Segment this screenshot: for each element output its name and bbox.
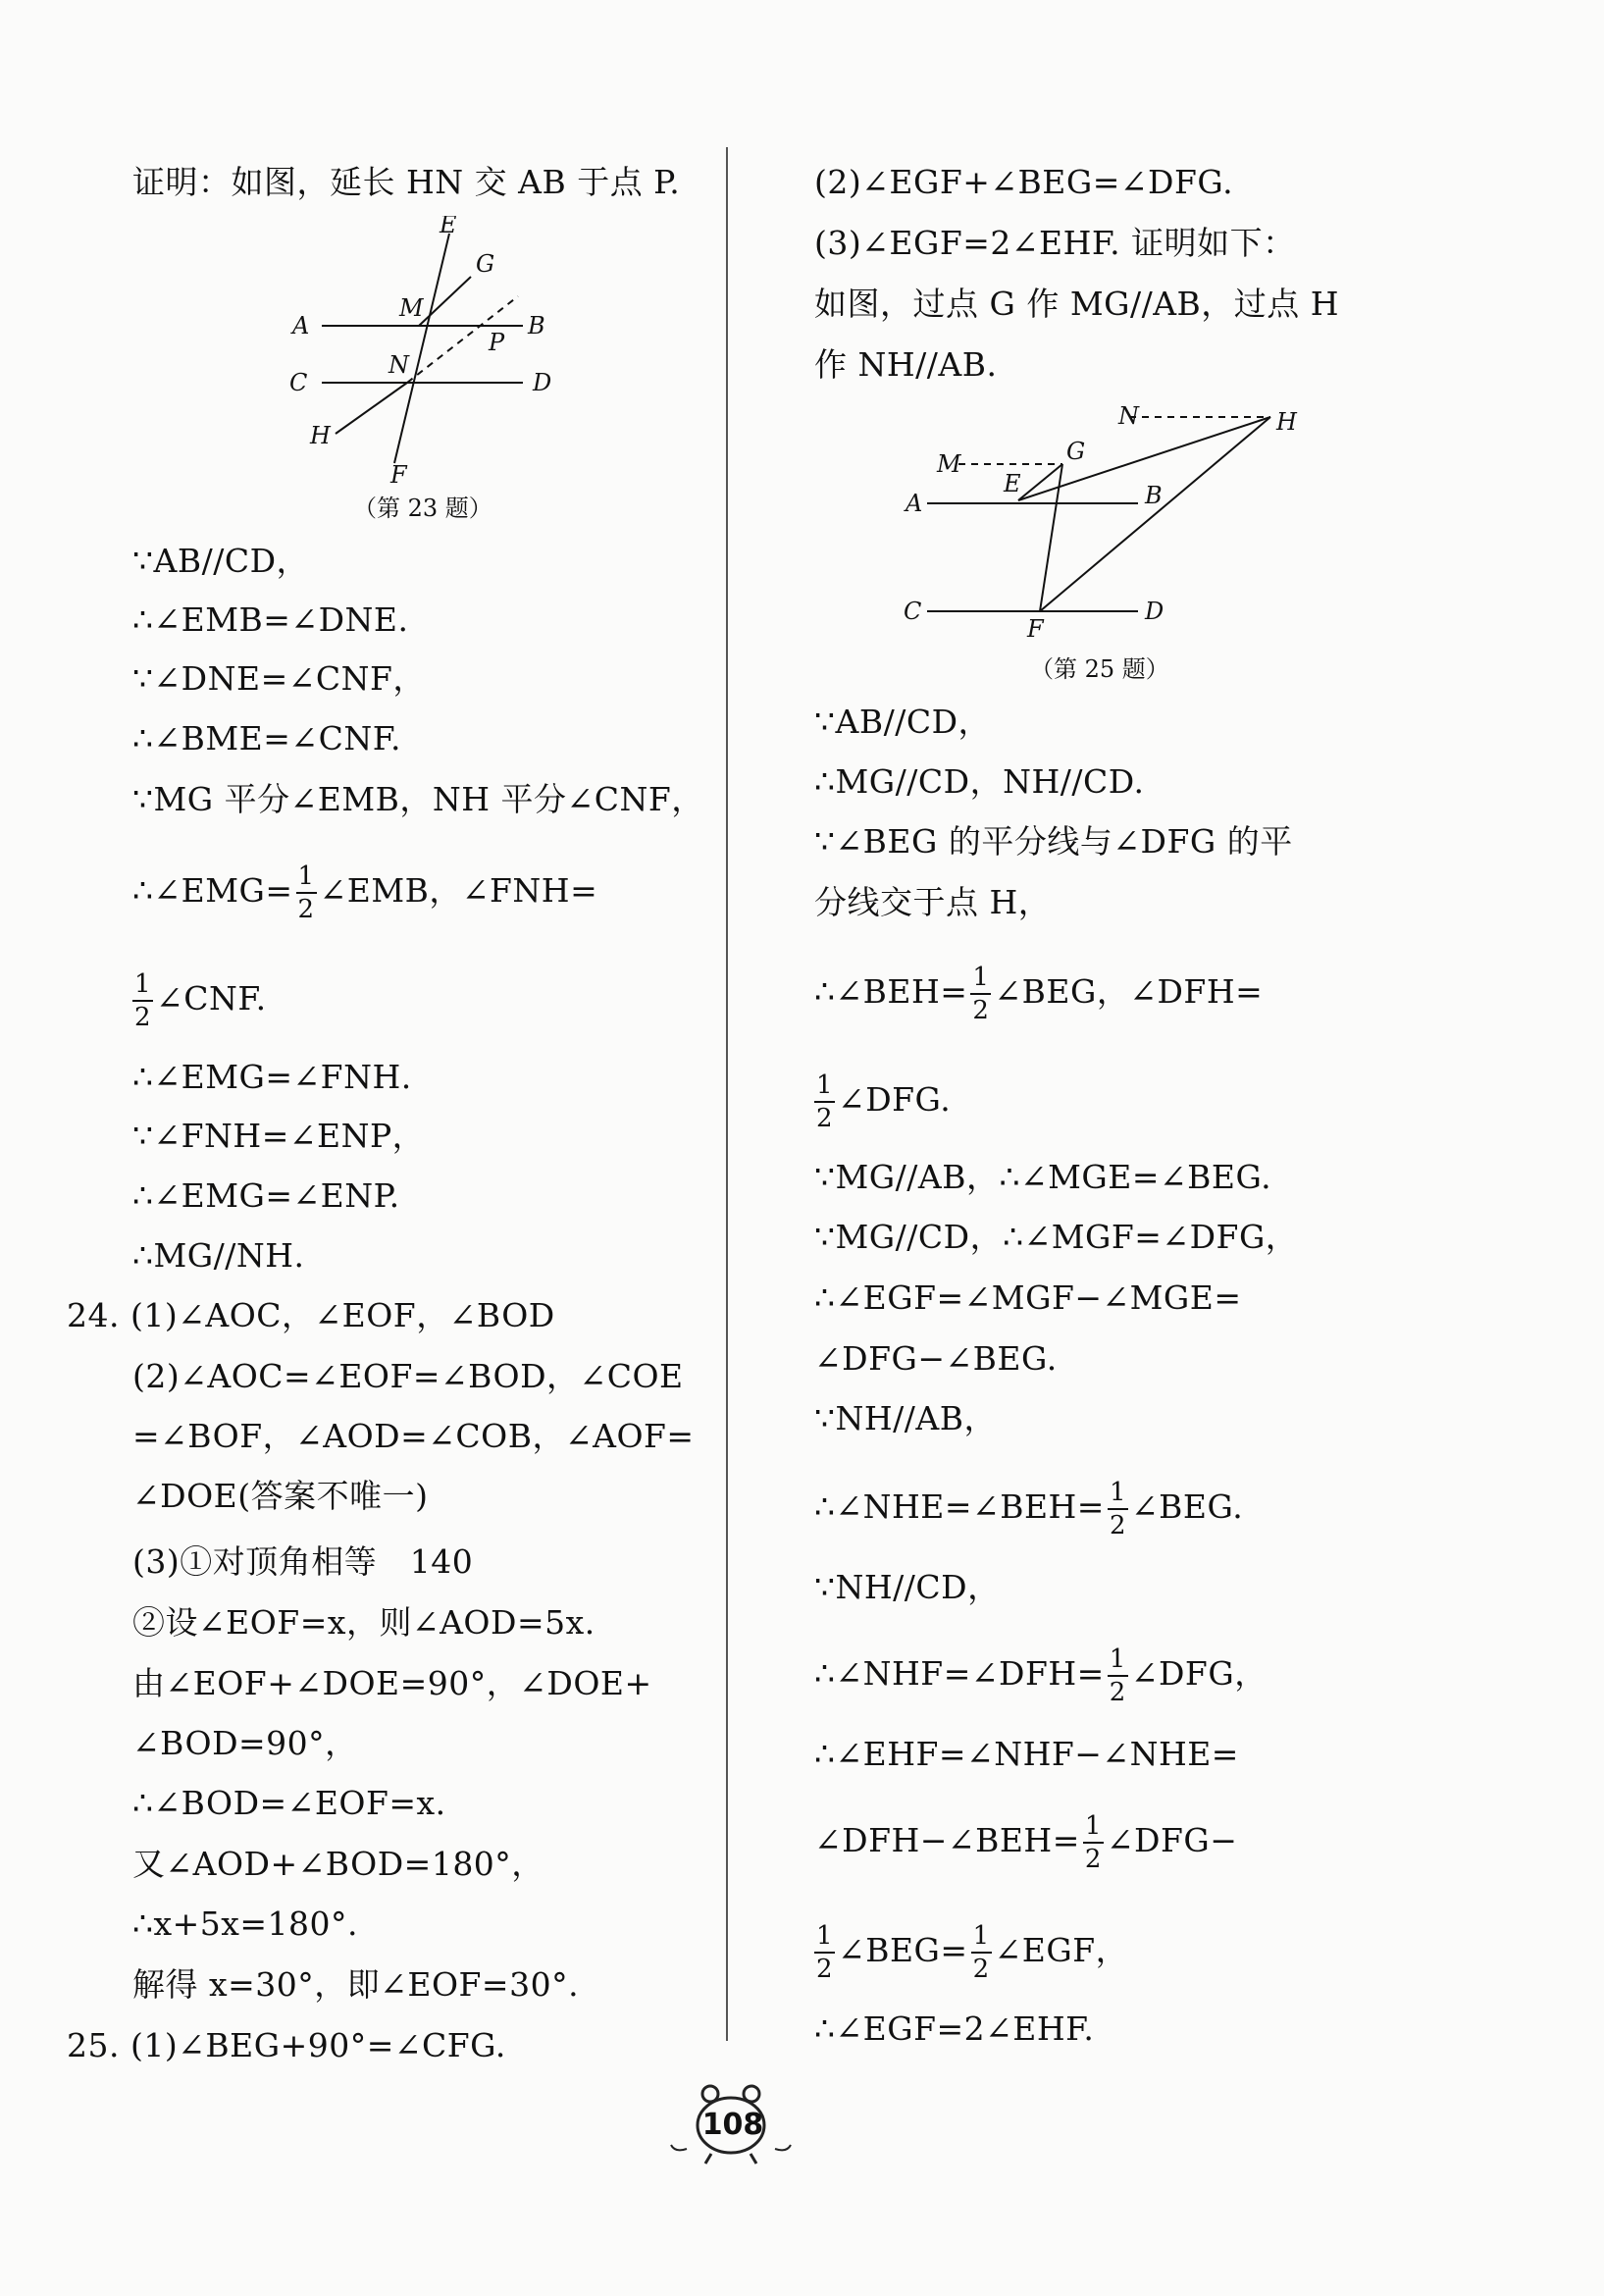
label-N: N	[1118, 402, 1139, 430]
label-N: N	[388, 351, 409, 379]
proof-line: ②设∠EOF=x，则∠AOD=5x.	[132, 1603, 595, 1642]
label-M: M	[937, 450, 961, 478]
proof-line: ∴x+5x=180°.	[132, 1905, 358, 1943]
proof-line: ∵MG//AB，∴∠MGE=∠BEG.	[814, 1158, 1272, 1196]
proof-line: 又∠AOD+∠BOD=180°，	[132, 1845, 544, 1883]
fraction-numerator: 1	[814, 1072, 835, 1103]
fraction-half	[1108, 1480, 1128, 1539]
text-part: ∠EGF，	[994, 1931, 1129, 1969]
figure-25-caption: （第 25 题）	[1030, 655, 1169, 683]
proof-line: ∵MG 平分∠EMB，NH 平分∠CNF，	[132, 780, 704, 818]
label-M: M	[399, 294, 424, 322]
proof-line: ∴∠EHF=∠NHF−∠NHE=	[814, 1735, 1239, 1773]
proof-line-fraction	[132, 971, 267, 1030]
fraction-numerator: 1	[1083, 1813, 1104, 1844]
text-part: ∴∠NHE=∠BEH=	[814, 1487, 1105, 1526]
fraction-denominator: 2	[1084, 1845, 1102, 1874]
fraction-denominator: 2	[1109, 1511, 1127, 1540]
proof-line: ∵∠BEG 的平分线与∠DFG 的平	[814, 822, 1293, 861]
text-part: ∠CNF.	[156, 979, 267, 1018]
proof-line: ∴∠EMG=∠ENP.	[132, 1176, 400, 1215]
fraction-numerator: 1	[1108, 1646, 1128, 1677]
label-F: F	[1027, 615, 1044, 643]
proof-line: ∴MG//NH.	[132, 1236, 305, 1275]
text-part: ∠BEG.	[1131, 1487, 1244, 1526]
label-E: E	[1004, 470, 1021, 497]
text-part: ∴∠NHF=∠DFH=	[814, 1654, 1105, 1693]
fraction-half	[132, 971, 153, 1030]
label-G: G	[476, 250, 495, 278]
label-G: G	[1066, 438, 1086, 465]
proof-line: (2)∠EGF+∠BEG=∠DFG.	[814, 163, 1234, 201]
text-part: ∠BEG，∠DFH=	[994, 972, 1264, 1011]
proof-line: ∴∠EGF=∠MGF−∠MGE=	[814, 1278, 1242, 1317]
fraction-numerator: 1	[296, 863, 317, 894]
question-24: 24. (1)∠AOC，∠EOF，∠BOD	[67, 1296, 555, 1334]
proof-line-fraction	[814, 1646, 1268, 1705]
proof-line: ∠DOE(答案不唯一)	[132, 1477, 429, 1515]
label-P: P	[489, 329, 505, 356]
proof-line: ∴∠BOD=∠EOF=x.	[132, 1784, 446, 1822]
proof-line-fraction	[814, 1480, 1243, 1539]
fraction-half	[970, 965, 991, 1023]
proof-line: ∵NH//AB，	[814, 1399, 997, 1437]
text-part: ∠EMB，∠FNH=	[319, 871, 598, 910]
proof-line: ∵∠DNE=∠CNF，	[132, 659, 426, 698]
proof-line: ∵AB//CD，	[132, 542, 310, 580]
fraction-denominator: 2	[134, 1003, 152, 1032]
label-C: C	[904, 598, 922, 625]
proof-line: ∴MG//CD，NH//CD.	[814, 762, 1145, 801]
fraction-denominator: 2	[297, 895, 315, 924]
proof-line: 解得 x=30°，即∠EOF=30°.	[132, 1965, 580, 2004]
proof-conclusion: ∴∠EGF=2∠EHF.	[814, 2009, 1095, 2048]
proof-line: ∵∠FNH=∠ENP，	[132, 1117, 426, 1155]
proof-line: (3)①对顶角相等 140	[132, 1542, 474, 1581]
fraction-half	[814, 1923, 835, 1982]
proof-line-fraction	[814, 965, 1263, 1023]
proof-line: 由∠EOF+∠DOE=90°，∠DOE+	[132, 1664, 652, 1702]
text-part: ∠BEG=	[838, 1931, 968, 1969]
fraction-denominator: 2	[972, 996, 990, 1025]
proof-line: ∵MG//CD，∴∠MGF=∠DFG，	[814, 1218, 1299, 1256]
fraction-numerator: 1	[970, 965, 991, 995]
proof-line: ∠DFG−∠BEG.	[814, 1339, 1058, 1378]
fraction-denominator: 2	[1109, 1678, 1126, 1707]
proof-line: ∵AB//CD，	[814, 703, 992, 741]
proof-line-fraction	[814, 1072, 951, 1131]
text-part: ∠DFH−∠BEH=	[814, 1821, 1080, 1859]
proof-line: (2)∠AOC=∠EOF=∠BOD，∠COE	[132, 1357, 684, 1395]
text-part: ∠DFG.	[838, 1080, 952, 1119]
fraction-half	[1083, 1813, 1104, 1872]
fraction-half	[814, 1072, 835, 1131]
proof-line-fraction	[814, 1923, 1128, 1982]
proof-line: 作 NH//AB.	[814, 345, 998, 384]
proof-line: ∴∠EMB=∠DNE.	[132, 600, 409, 639]
text-part: ∴∠BEH=	[814, 972, 968, 1011]
proof-line: (3)∠EGF=2∠EHF. 证明如下：	[814, 224, 1296, 262]
label-B: B	[528, 312, 545, 339]
label-H: H	[310, 422, 331, 449]
proof-line-fraction	[814, 1813, 1237, 1872]
fraction-numerator: 1	[971, 1923, 992, 1954]
fraction-denominator: 2	[816, 1104, 834, 1133]
figure-23-caption: （第 23 题）	[353, 495, 492, 522]
label-A: A	[292, 312, 310, 339]
fraction-numerator: 1	[1108, 1480, 1128, 1510]
fraction-numerator: 1	[132, 971, 153, 1002]
label-D: D	[1145, 598, 1164, 625]
fraction-half	[1108, 1646, 1128, 1705]
label-F: F	[390, 461, 407, 486]
label-H: H	[1276, 408, 1297, 436]
fraction-denominator: 2	[972, 1955, 990, 1984]
fraction-numerator: 1	[814, 1923, 835, 1954]
label-E: E	[440, 216, 457, 238]
proof-line-fraction	[132, 863, 597, 922]
label-D: D	[533, 369, 552, 396]
text-part: ∴∠EMG=	[132, 871, 293, 910]
figure-25	[888, 397, 1319, 643]
proof-line: =∠BOF，∠AOD=∠COB，∠AOF=	[132, 1417, 695, 1455]
question-25: 25. (1)∠BEG+90°=∠CFG.	[67, 2026, 506, 2064]
text-part: ∠DFG−	[1106, 1821, 1238, 1859]
figure-23	[275, 216, 569, 486]
label-A: A	[905, 490, 923, 517]
proof-line: 分线交于点 H，	[814, 883, 1052, 921]
proof-intro: 证明：如图，延长 HN 交 AB 于点 P.	[132, 163, 681, 201]
proof-line: 如图，过点 G 作 MG//AB，过点 H	[814, 285, 1340, 323]
label-B: B	[1145, 482, 1163, 509]
fraction-denominator: 2	[816, 1955, 834, 1984]
label-C: C	[289, 369, 308, 396]
proof-line: ∴∠BME=∠CNF.	[132, 719, 401, 757]
text-part: ∠DFG，	[1130, 1654, 1268, 1693]
proof-line: ∴∠EMG=∠FNH.	[132, 1058, 412, 1096]
fraction-half	[296, 863, 317, 922]
proof-line: ∠BOD=90°，	[132, 1724, 358, 1762]
column-divider	[726, 147, 728, 2041]
page-number: 108	[701, 2107, 764, 2142]
proof-line: ∵NH//CD，	[814, 1568, 1001, 1606]
fraction-half	[971, 1923, 992, 1982]
